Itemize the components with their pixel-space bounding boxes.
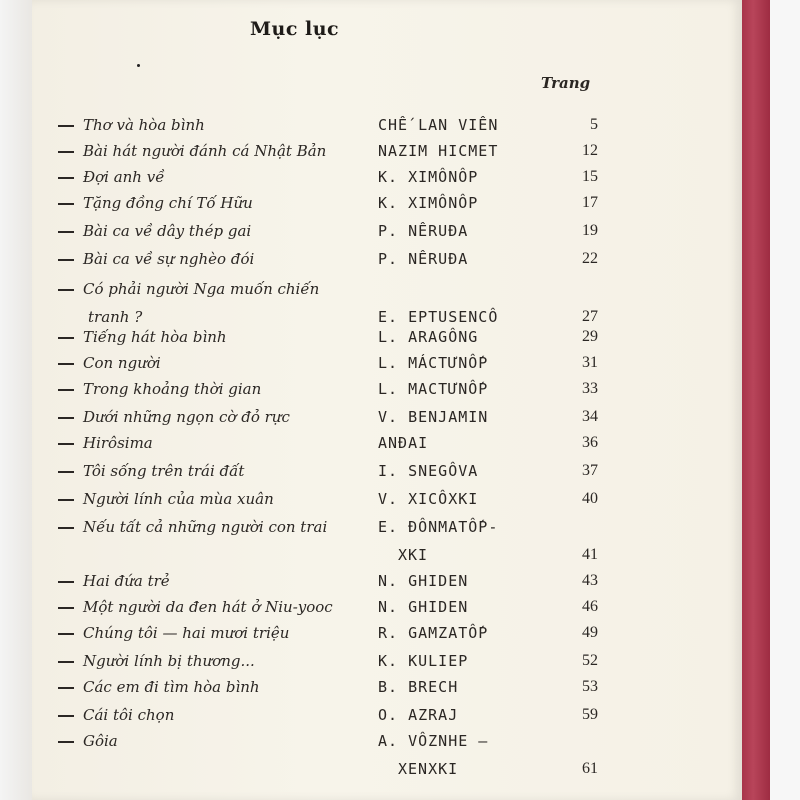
author-name: V. BENJAMIN (378, 408, 489, 426)
entry-dash (58, 337, 74, 339)
page-number: 12 (582, 142, 598, 159)
author-name: O. AZRAJ (378, 706, 459, 724)
toc-entry (0, 732, 800, 778)
toc-entry (0, 572, 800, 596)
poem-title: Hirôsima (83, 434, 153, 452)
page-number: 33 (582, 380, 598, 397)
toc-entry (0, 598, 800, 622)
author-name: A. VÔZNHE — (378, 732, 489, 750)
page-number: 15 (582, 168, 598, 185)
author-name: L. MÁCTƯNỐP (378, 354, 489, 372)
poem-title: Một người da đen hát ở Niu-yooc (83, 598, 333, 616)
page-number: 34 (582, 408, 598, 425)
toc-entry (0, 194, 800, 218)
page-number: 27 (582, 308, 598, 325)
toc-entry (0, 652, 800, 676)
toc-entry (0, 116, 800, 140)
author-name: I. SNEGÔVA (378, 462, 479, 480)
author-name: N. GHIDEN (378, 572, 469, 590)
page-number: 41 (582, 546, 598, 563)
entry-dash (58, 687, 74, 689)
entry-dash (58, 633, 74, 635)
page-number: 52 (582, 652, 598, 669)
toc-entry (0, 408, 800, 432)
author-name: V. XICÔXKI (378, 490, 479, 508)
entry-dash (58, 203, 74, 205)
poem-title: Có phải người Nga muốn chiến (83, 280, 320, 298)
author-name: P. NÊRUĐA (378, 250, 469, 268)
toc-entry (0, 518, 800, 564)
author-name: B. BRECH (378, 678, 459, 696)
poem-title: Tặng đồng chí Tố Hữu (83, 194, 253, 212)
toc-entry (0, 328, 800, 352)
author-name: L. MACTƯNỐP (378, 380, 489, 398)
toc-entry (0, 706, 800, 730)
entry-dash (58, 581, 74, 583)
poem-title: Tôi sống trên trái đất (83, 462, 245, 480)
entry-dash (58, 259, 74, 261)
poem-title: Con người (83, 354, 161, 372)
poem-title: Bài ca về dây thép gai (83, 222, 252, 240)
toc-title: Mục lục (250, 18, 340, 40)
author-name: K. KULIEP (378, 652, 469, 670)
poem-title: Hai đứa trẻ (83, 572, 170, 590)
author-name: P. NÊRUĐA (378, 222, 469, 240)
entry-dash (58, 661, 74, 663)
author-name: L. ARAGÔNG (378, 328, 479, 346)
page-number: 53 (582, 678, 598, 695)
author-name: K. XIMÔNÔP (378, 168, 479, 186)
author-name: ANĐAI (378, 434, 429, 452)
author-name: N. GHIDEN (378, 598, 469, 616)
entry-dash (58, 231, 74, 233)
page-number: 59 (582, 706, 598, 723)
author-name: E. EPTUSENCÔ (378, 308, 499, 326)
author-name: E. ĐÔNMATỐP- (378, 518, 499, 536)
poem-title-continued: tranh ? (88, 308, 143, 326)
page-number: 17 (582, 194, 598, 211)
entry-dash (58, 443, 74, 445)
poem-title: Trong khoảng thời gian (83, 380, 262, 398)
toc-entry (0, 280, 800, 326)
entry-dash (58, 363, 74, 365)
toc-entry (0, 624, 800, 648)
author-name: NAZIM HICMET (378, 142, 499, 160)
page-number: 36 (582, 434, 598, 451)
poem-title: Cái tôi chọn (83, 706, 175, 724)
page-number: 49 (582, 624, 598, 641)
author-name: CHẾ LAN VIÊN (378, 116, 499, 134)
poem-title: Thơ và hòa bình (83, 116, 205, 134)
poem-title: Tiếng hát hòa bình (83, 328, 227, 346)
entry-dash (58, 125, 74, 127)
entry-dash (58, 417, 74, 419)
toc-entry (0, 678, 800, 702)
toc-entry (0, 250, 800, 274)
page-number: 19 (582, 222, 598, 239)
entry-dash (58, 499, 74, 501)
poem-title: Gôia (83, 732, 118, 750)
author-name: R. GAMZATỐP (378, 624, 489, 642)
toc-entry (0, 222, 800, 246)
author-name-continued: XENXKI (398, 760, 459, 778)
page-number: 61 (582, 760, 598, 777)
page-number: 40 (582, 490, 598, 507)
toc-entry (0, 380, 800, 404)
entry-dash (58, 177, 74, 179)
toc-entry (0, 142, 800, 166)
entry-dash (58, 151, 74, 153)
poem-title: Bài hát người đánh cá Nhật Bản (83, 142, 327, 160)
poem-title: Người lính của mùa xuân (83, 490, 274, 508)
page-column-header: Trang (541, 74, 591, 92)
entry-dash (58, 741, 74, 743)
page-number: 5 (590, 116, 598, 133)
toc-entry (0, 490, 800, 514)
toc-entry (0, 354, 800, 378)
entry-dash (58, 289, 74, 291)
poem-title: Chúng tôi — hai mươi triệu (83, 624, 290, 642)
poem-title: Các em đi tìm hòa bình (83, 678, 260, 696)
entry-dash (58, 715, 74, 717)
poem-title: Bài ca về sự nghèo đói (83, 250, 255, 268)
entry-dash (58, 527, 74, 529)
page-number: 37 (582, 462, 598, 479)
entry-dash (58, 607, 74, 609)
author-name: K. XIMÔNÔP (378, 194, 479, 212)
toc-entry (0, 462, 800, 486)
page-number: 29 (582, 328, 598, 345)
page-number: 43 (582, 572, 598, 589)
author-name-continued: XKI (398, 546, 429, 564)
poem-title: Dưới những ngọn cờ đỏ rực (83, 408, 290, 426)
ink-speck (137, 64, 140, 67)
toc-entry (0, 434, 800, 458)
toc-entry (0, 168, 800, 192)
page-number: 22 (582, 250, 598, 267)
page-number: 31 (582, 354, 598, 371)
poem-title: Đợi anh về (83, 168, 165, 186)
page-number: 46 (582, 598, 598, 615)
entry-dash (58, 389, 74, 391)
poem-title: Người lính bị thương... (83, 652, 255, 670)
entry-dash (58, 471, 74, 473)
poem-title: Nếu tất cả những người con trai (83, 518, 328, 536)
